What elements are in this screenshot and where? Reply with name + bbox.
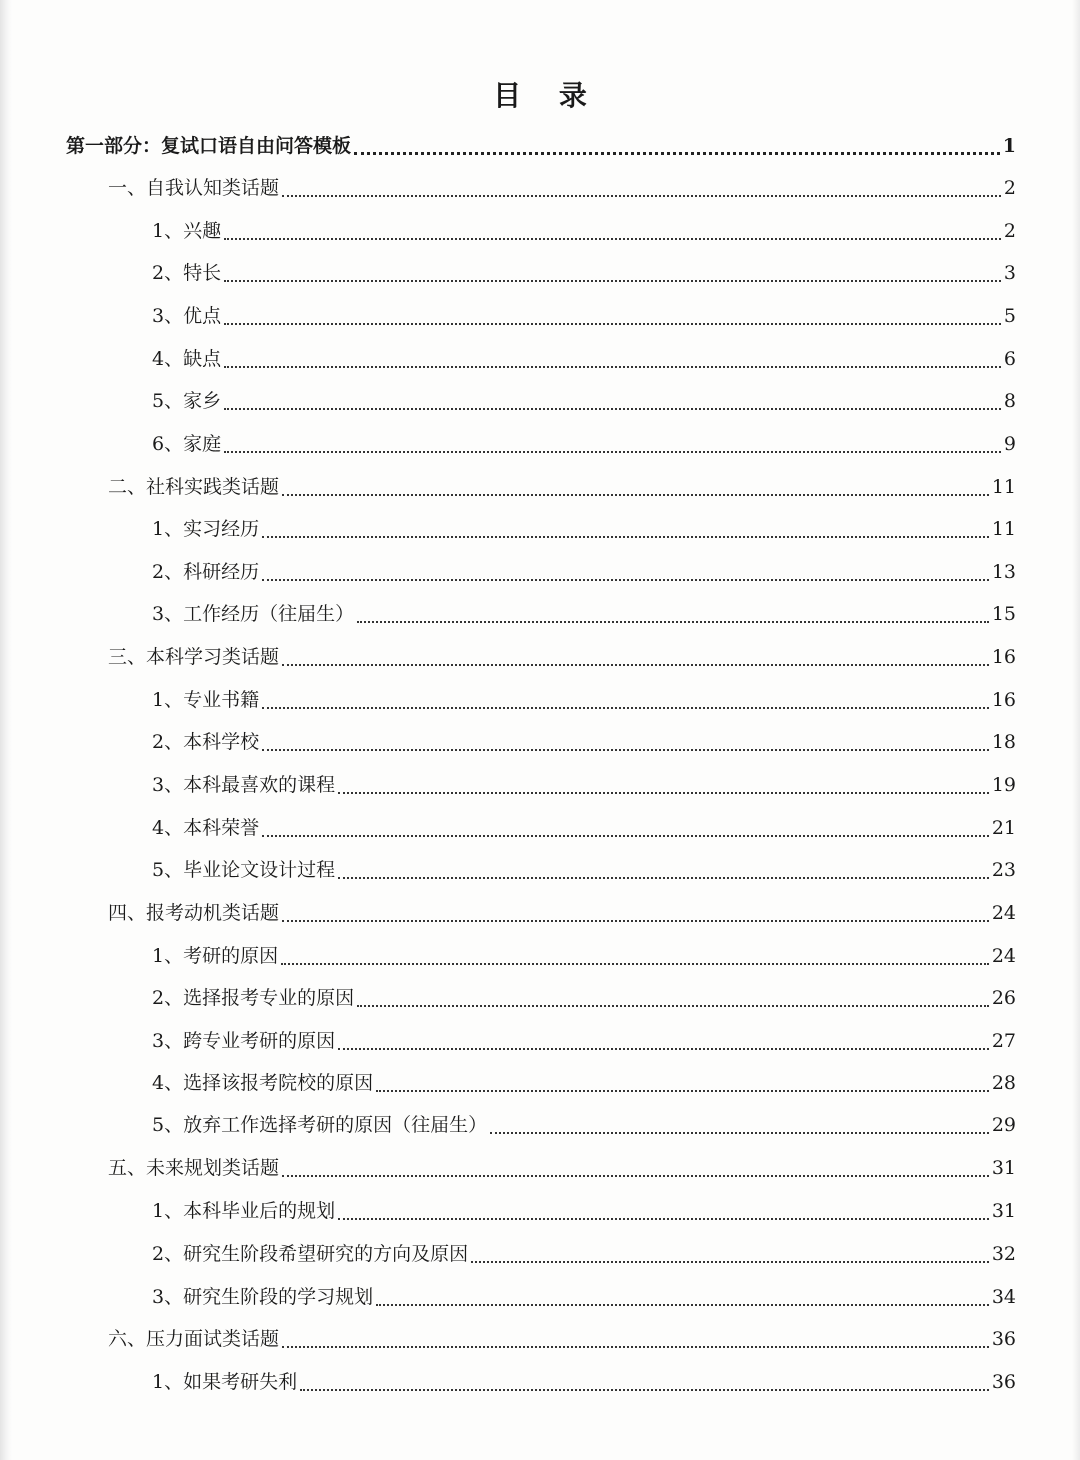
toc-section (108, 895, 1016, 931)
toc-page-number: 18 (991, 731, 1016, 753)
toc-page-number: 11 (991, 476, 1016, 498)
dot-leader (300, 1389, 989, 1391)
toc-subsection (152, 213, 1016, 249)
toc-page-number: 15 (991, 603, 1016, 625)
toc-entry-label: 1、实习经历 (152, 518, 260, 540)
toc-entry-label: 4、缺点 (152, 348, 222, 370)
toc-entry-label: 1、如果考研失利 (152, 1371, 298, 1393)
toc-subsection (152, 724, 1016, 760)
dot-leader (282, 195, 1001, 197)
toc-page-number: 28 (991, 1072, 1016, 1094)
toc-subsection (152, 511, 1016, 547)
dot-leader (471, 1261, 989, 1263)
toc-page-number: 36 (991, 1371, 1016, 1393)
dot-leader (224, 366, 1001, 368)
toc-subsection (152, 554, 1016, 590)
toc-subsection (152, 1364, 1016, 1400)
toc-entry-label: 第一部分：复试口语自由问答模板 (66, 135, 352, 157)
dot-leader (224, 238, 1001, 240)
toc-page-number: 24 (991, 945, 1016, 967)
toc-entry-label: 1、考研的原因 (152, 945, 279, 967)
dot-leader (376, 1090, 989, 1092)
toc-entry-label: 1、兴趣 (152, 220, 222, 242)
dot-leader (224, 451, 1001, 453)
dot-leader (338, 1048, 989, 1050)
dot-leader (357, 621, 989, 623)
toc-entry-label: 5、放弃工作选择考研的原因（往届生） (152, 1114, 488, 1136)
toc-subsection (152, 1107, 1016, 1143)
toc-entry-label: 3、跨专业考研的原因 (152, 1030, 336, 1052)
toc-entry-label: 4、本科荣誉 (152, 817, 260, 839)
toc-page-number: 32 (991, 1243, 1016, 1265)
toc-subsection (152, 341, 1016, 377)
toc-subsection (152, 1065, 1016, 1101)
toc-entry-label: 6、家庭 (152, 433, 222, 455)
toc-page-number: 24 (991, 902, 1016, 924)
toc-entry-label: 四、报考动机类话题 (108, 902, 280, 924)
toc-entry-label: 一、自我认知类话题 (108, 177, 280, 199)
dot-leader (338, 792, 989, 794)
toc-page-number: 2 (1003, 220, 1016, 242)
toc-page-number: 9 (1003, 433, 1016, 455)
dot-leader (354, 152, 1000, 155)
dot-leader (281, 963, 989, 965)
toc-page-number: 23 (991, 859, 1016, 881)
toc-page-number: 3 (1003, 262, 1016, 284)
scan-shadow-left (0, 0, 12, 1460)
scan-shadow-right (1072, 0, 1080, 1460)
dot-leader (282, 494, 989, 496)
toc-page-number: 31 (991, 1157, 1016, 1179)
dot-leader (224, 280, 1001, 282)
toc-subsection (152, 298, 1016, 334)
toc-entry-label: 3、本科最喜欢的课程 (152, 774, 336, 796)
toc-page-number: 21 (991, 817, 1016, 839)
toc-page-number: 11 (991, 518, 1016, 540)
toc-subsection (152, 255, 1016, 291)
toc-entry-label: 3、优点 (152, 305, 222, 327)
toc-page-number: 5 (1003, 305, 1016, 327)
dot-leader (357, 1005, 989, 1007)
toc-section (108, 1150, 1016, 1186)
toc-subsection (152, 596, 1016, 632)
toc-subsection (152, 1023, 1016, 1059)
dot-leader (282, 1175, 989, 1177)
toc-entry-label: 二、社科实践类话题 (108, 476, 280, 498)
dot-leader (338, 1218, 989, 1220)
toc-page-number: 19 (991, 774, 1016, 796)
toc-section (108, 1321, 1016, 1357)
toc-page-number: 26 (991, 987, 1016, 1009)
dot-leader (262, 579, 989, 581)
toc-page-number: 13 (991, 561, 1016, 583)
toc-subsection (152, 980, 1016, 1016)
toc-subsection (152, 1279, 1016, 1315)
toc-page-number: 16 (991, 646, 1016, 668)
toc-entry-label: 三、本科学习类话题 (108, 646, 280, 668)
toc-subsection (152, 810, 1016, 846)
toc-section (108, 170, 1016, 206)
toc-page-number: 16 (991, 689, 1016, 711)
dot-leader (262, 536, 989, 538)
dot-leader (262, 707, 989, 709)
toc-subsection (152, 1193, 1016, 1229)
dot-leader (376, 1304, 989, 1306)
toc-entry-label: 1、本科毕业后的规划 (152, 1200, 336, 1222)
dot-leader (262, 749, 989, 751)
toc-entry-label: 2、选择报考专业的原因 (152, 987, 355, 1009)
toc-subsection (152, 682, 1016, 718)
toc-subsection (152, 852, 1016, 888)
toc-entry-label: 3、工作经历（往届生） (152, 603, 355, 625)
toc-page-number: 8 (1003, 390, 1016, 412)
toc-entry-label: 5、家乡 (152, 390, 222, 412)
toc-subsection (152, 938, 1016, 974)
toc-page-number: 1 (1002, 135, 1016, 157)
toc-page-number: 6 (1003, 348, 1016, 370)
toc-page-number: 27 (991, 1030, 1016, 1052)
toc-page-number: 2 (1003, 177, 1016, 199)
toc-subsection (152, 426, 1016, 462)
toc-entry-label: 2、研究生阶段希望研究的方向及原因 (152, 1243, 469, 1265)
toc-subsection (152, 767, 1016, 803)
toc-page-number: 29 (991, 1114, 1016, 1136)
toc-section (108, 469, 1016, 505)
dot-leader (224, 323, 1001, 325)
dot-leader (490, 1132, 989, 1134)
toc-entry-label: 六、压力面试类话题 (108, 1328, 280, 1350)
dot-leader (282, 664, 989, 666)
toc-subsection (152, 383, 1016, 419)
page-title: 目 录 (493, 79, 601, 112)
toc-entry-label: 3、研究生阶段的学习规划 (152, 1286, 374, 1308)
toc-page-number: 36 (991, 1328, 1016, 1350)
toc-entry-label: 2、本科学校 (152, 731, 260, 753)
dot-leader (282, 920, 989, 922)
toc-entry-label: 五、未来规划类话题 (108, 1157, 280, 1179)
toc-entry-label: 5、毕业论文设计过程 (152, 859, 336, 881)
toc-entry-label: 2、科研经历 (152, 561, 260, 583)
toc-entry-label: 4、选择该报考院校的原因 (152, 1072, 374, 1094)
toc-entry-label: 1、专业书籍 (152, 689, 260, 711)
toc-page-number: 31 (991, 1200, 1016, 1222)
dot-leader (282, 1346, 989, 1348)
toc-section (108, 639, 1016, 675)
dot-leader (224, 408, 1001, 410)
toc-entry-label: 2、特长 (152, 262, 222, 284)
toc-page-number: 34 (991, 1286, 1016, 1308)
toc-subsection (152, 1236, 1016, 1272)
toc-part-heading (66, 128, 1016, 164)
dot-leader (262, 835, 989, 837)
dot-leader (338, 877, 989, 879)
